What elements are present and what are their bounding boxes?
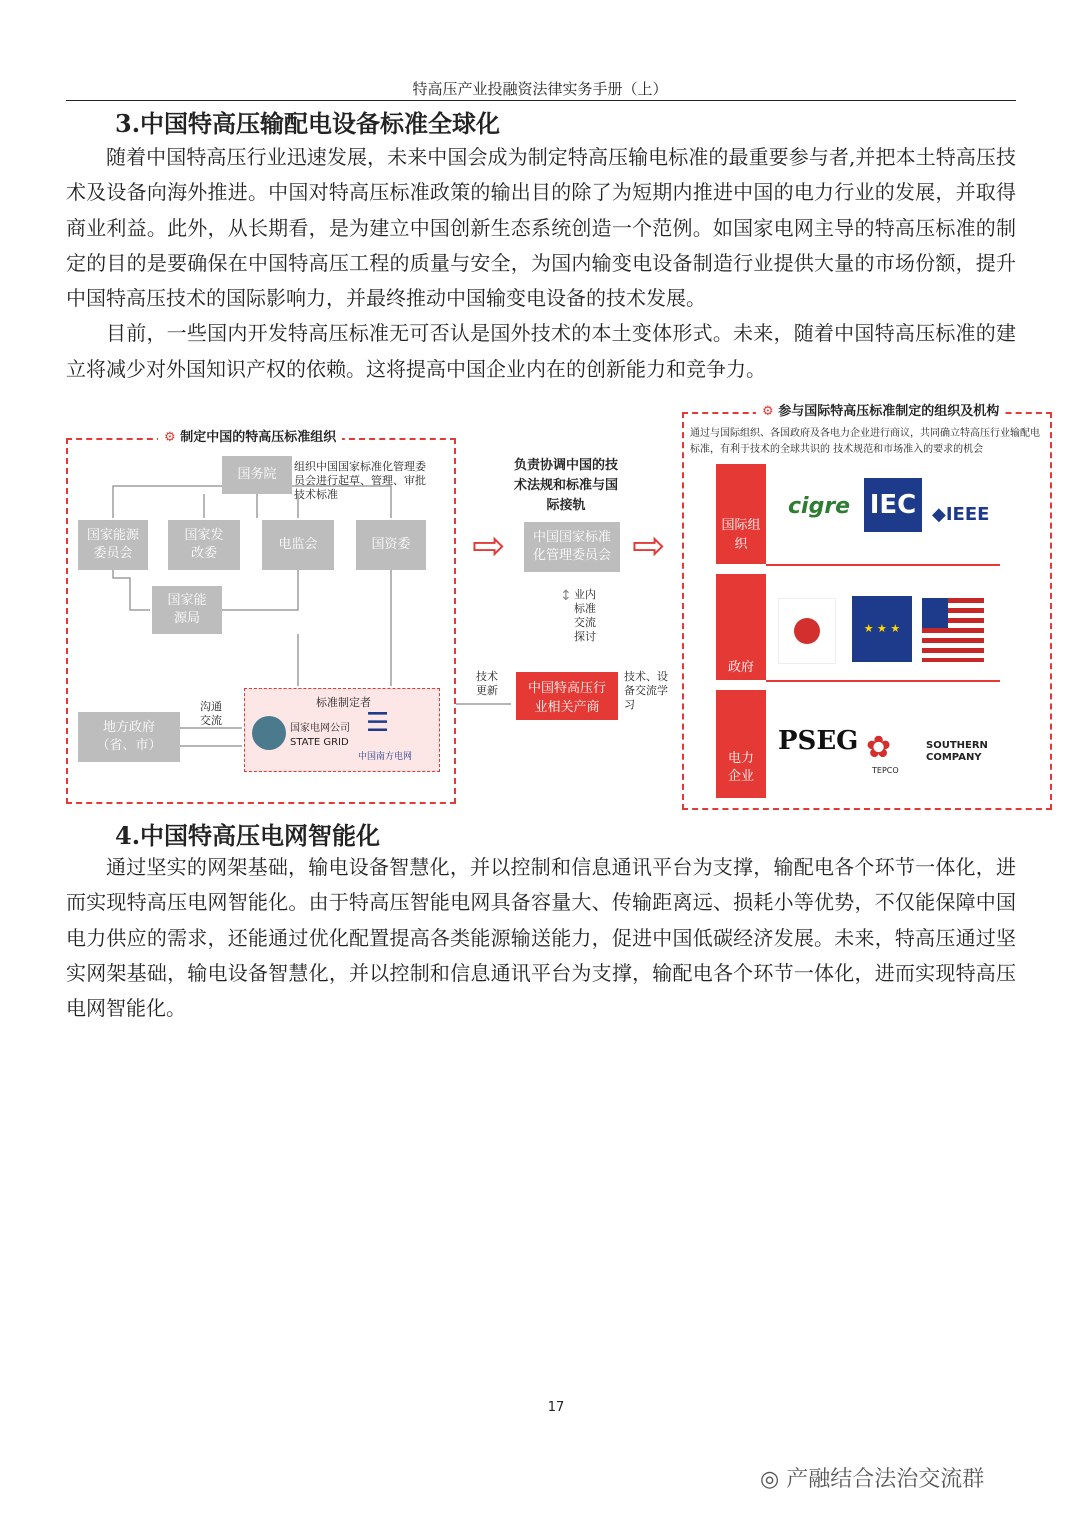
uhv-vendors-label: 中国特高压行业相关产商 xyxy=(527,681,606,715)
arrow-right-2-icon: ⇨ xyxy=(632,523,666,569)
row-rule xyxy=(766,680,1000,682)
intl-org-tile xyxy=(716,464,766,564)
southern-logo: SOUTHERN COMPANY xyxy=(926,740,988,763)
section3-title: 3.中国特高压输配电设备标准全球化 xyxy=(115,109,501,138)
section3-paragraph-2: 目前，一些国内开发特高压标准无可否认是国外技术的本土变体形式。未来，随着中国特高压标准的建立将减少对外国知识产权的依赖。这将提高中国企业内在的创新能力和竞争力。 xyxy=(66,321,1016,381)
section3-body xyxy=(66,140,1016,387)
bulb-icon: ⚙ xyxy=(762,404,774,419)
sac-box xyxy=(524,522,620,572)
arrow-right-icon: ⇨ xyxy=(472,523,506,569)
sac-label: 中国国家标准化管理委员会 xyxy=(532,530,611,563)
power-company-tile xyxy=(716,690,766,798)
intl-org-label: 国际组织 xyxy=(721,518,761,552)
us-flag-icon xyxy=(922,598,984,662)
row-rule xyxy=(766,564,1000,566)
tepco-label: TEPCO xyxy=(872,766,899,775)
cigre-logo: cigre xyxy=(788,494,851,519)
industry-exchange-label: 业内标准交流探讨 xyxy=(574,588,596,643)
standard-maker-label: 标准制定者 xyxy=(316,696,371,709)
japan-flag-icon xyxy=(778,598,836,664)
middle-title: 负责协调中国的技术法规和标准与国际接轨 xyxy=(514,458,619,513)
left-title-text: 制定中国的特高压标准组织 xyxy=(180,430,337,445)
state-grid-cn: 国家电网公司 xyxy=(290,723,350,734)
power-company-label: 电力企业 xyxy=(727,751,754,784)
tech-learning-label: 技术、设备交流学习 xyxy=(624,670,668,711)
nea-label: 国家能源局 xyxy=(167,593,207,626)
left-connectors xyxy=(66,398,536,808)
section4-title: 4.中国特高压电网智能化 xyxy=(115,821,381,850)
right-title-text: 参与国际特高压标准制定的组织及机构 xyxy=(778,404,1000,419)
state-council-note: 组织中国国家标准化管理委员会进行起草、管理、审批技术标准 xyxy=(294,460,426,501)
eu-flag-icon: ★ ★ ★ xyxy=(852,596,912,662)
pseg-logo: PSEG xyxy=(778,726,859,756)
csg-label: 中国南方电网 xyxy=(358,752,413,762)
standards-figure xyxy=(66,398,1054,808)
watermark xyxy=(760,1462,984,1493)
watermark-text: 产融结合法治交流群 xyxy=(786,1467,985,1492)
sasac-label: 国资委 xyxy=(371,537,411,552)
ndrc-energy-label: 国家能源委员会 xyxy=(86,528,139,561)
ndrc-label: 国家发改委 xyxy=(184,528,224,561)
section4-paragraph-1: 通过坚实的网架基础，输电设备智慧化，并以控制和信息通讯平台为支撑，输配电各个环节一体化，进而实现特高压电网智能化。由于特高压智能电网具备容量大、传输距离远、损耗小等优势，不仅能保障中国电力供应的需求，还能通过优化配置提高各类能源输送能力，促进中国低碳经济发展。未来，特高压通过坚实网架基础，输电设备智慧化，并以控制和信息通讯平台为支撑，输配电各个环节一体化，进而实现特高压电网智能化。 xyxy=(66,855,1016,1021)
section4-body xyxy=(66,850,1016,1026)
running-header: 特高压产业投融资法律实务手册（上） xyxy=(412,80,668,98)
communicate-label: 沟通交流 xyxy=(200,700,222,727)
page-number: 17 xyxy=(547,1400,565,1415)
csg-logo-icon: ☰ xyxy=(366,708,390,738)
serc-label: 电监会 xyxy=(278,537,318,552)
uhv-vendors-box xyxy=(516,672,618,720)
tepco-logo-icon: ✿ xyxy=(866,730,892,765)
bulb-icon: ⚙ xyxy=(164,430,176,445)
right-note: 通过与国际组织、各国政府及各电力企业进行商议，共同确立特高压行业输配电标准，有利于技术的全球共识的 技术规范和市场准入的要求的机会 xyxy=(690,428,1040,455)
iec-logo: IEC xyxy=(864,478,922,532)
government-tile xyxy=(716,574,766,680)
wechat-icon: ◎ xyxy=(760,1467,787,1492)
right-box-title xyxy=(756,400,1005,419)
government-label: 政府 xyxy=(727,660,754,675)
tech-update-label: 技术更新 xyxy=(476,670,498,697)
section3-paragraph-1: 随着中国特高压行业迅速发展，未来中国会成为制定特高压输电标准的最重要参与者,并把本土特高压技术及设备向海外推进。中国对特高压标准政策的输出目的除了为短期内推进中国的电力行业的发展，并取得商业利益。此外，从长期看，是为建立中国创新生态系统创造一个范例。如国家电网主导的特高压标准的制定的目的是要确保在中国特高压工程的质量与安全，为国内输变电设备制造行业提供大量的市场份额，提升中国特高压技术的国际影响力，并最终推动中国输变电设备的技术发展。 xyxy=(66,145,1016,311)
header-rule xyxy=(66,100,1016,101)
local-gov-label: 地方政府（省、市） xyxy=(96,720,162,753)
ieee-logo: ◆IEEE xyxy=(932,504,990,525)
state-grid-en: STATE GRID xyxy=(290,737,349,748)
updown-arrow-icon: ↕ xyxy=(560,588,572,604)
state-council-label: 国务院 xyxy=(237,467,277,482)
